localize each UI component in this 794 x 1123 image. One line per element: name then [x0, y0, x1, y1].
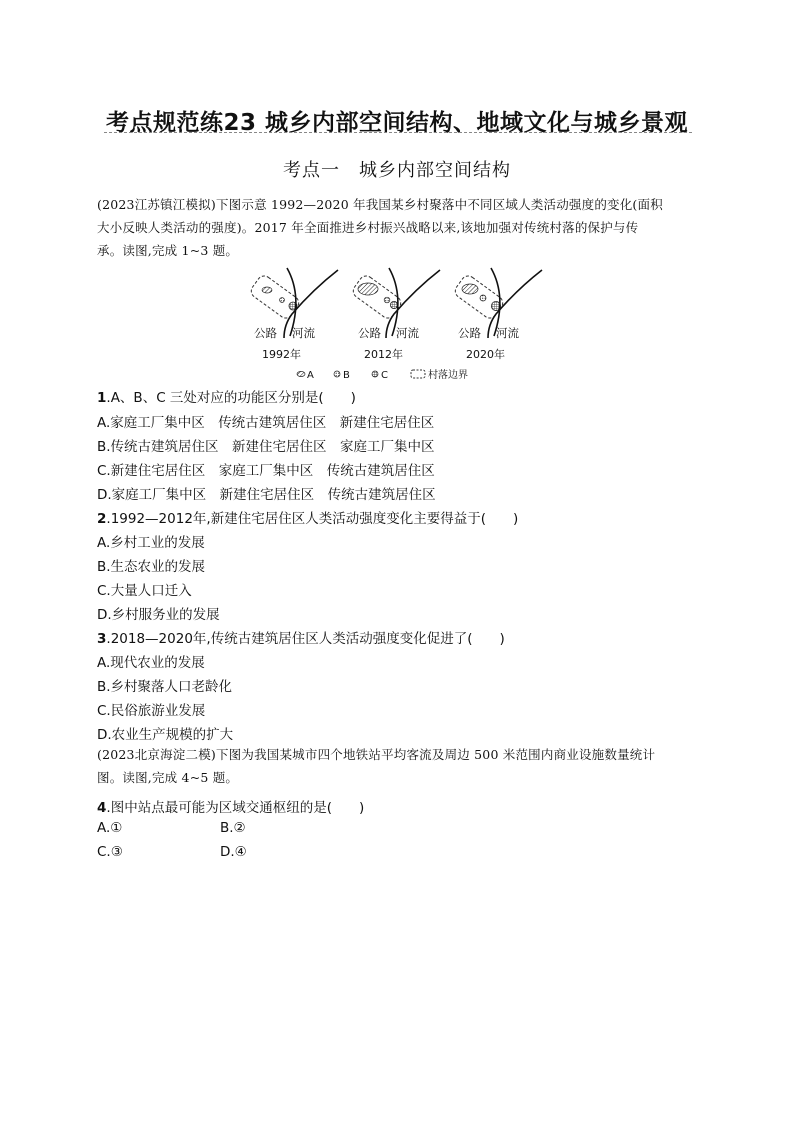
question-number: 4 [97, 800, 107, 816]
river-label: 河流 [496, 326, 519, 340]
figure-legend [297, 368, 468, 381]
option-4b[interactable]: B.② [220, 820, 246, 836]
option-1a[interactable]: A.家庭工厂集中区 传统古建筑居住区 新建住宅居住区 [97, 415, 435, 431]
legend-a-label: A [307, 370, 314, 381]
zone-a [262, 287, 272, 293]
question-4 [97, 796, 364, 816]
question-number: 2 [97, 511, 107, 527]
intro-line: 承。读图,完成 1~3 题。 [97, 243, 239, 258]
option-4d[interactable]: D.④ [220, 844, 247, 860]
section-heading: 考点一 城乡内部空间结构 [283, 160, 511, 181]
option-4a[interactable]: A.① [97, 820, 123, 836]
intro-line: (2023江苏镇江模拟)下图示意 1992—2020 年我国某乡村聚落中不同区域人类活动强度的变化(面积 [97, 197, 663, 212]
legend-b-symbol [334, 371, 340, 377]
village-activity-figure [240, 262, 560, 388]
option-2c[interactable]: C.大量人口迁入 [97, 583, 192, 599]
river-label: 河流 [292, 326, 315, 340]
option-1b[interactable]: B.传统古建筑居住区 新建住宅居住区 家庭工厂集中区 [97, 439, 435, 455]
year-label: 1992年 [262, 348, 301, 361]
road-label: 公路 [458, 326, 481, 340]
option-3b[interactable]: B.乡村聚落人口老龄化 [97, 679, 233, 695]
intro-passage-2 [97, 743, 697, 789]
intro-passage-1 [97, 193, 697, 262]
question-3 [97, 627, 505, 647]
village-boundary [453, 273, 506, 321]
road-label: 公路 [254, 326, 277, 340]
option-3c[interactable]: C.民俗旅游业发展 [97, 703, 206, 719]
page-title: 考点规范练23 城乡内部空间结构、地域文化与城乡景观 [105, 110, 688, 136]
legend-boundary-symbol [411, 370, 425, 378]
option-2a[interactable]: A.乡村工业的发展 [97, 535, 205, 551]
option-4c[interactable]: C.③ [97, 844, 123, 860]
year-label: 2020年 [466, 348, 505, 361]
question-text: .2018—2020年,传统古建筑居住区人类活动强度变化促进了( ) [106, 631, 505, 647]
option-3d[interactable]: D.农业生产规模的扩大 [97, 727, 234, 743]
option-1c[interactable]: C.新建住宅居住区 家庭工厂集中区 传统古建筑居住区 [97, 463, 435, 479]
legend-a-symbol [297, 371, 305, 376]
zone-b [384, 297, 390, 303]
intro-line: (2023北京海淀二模)下图为我国某城市四个地铁站平均客流及周边 500 米范围内商业设施数量统计 [97, 747, 656, 762]
question-number: 1 [97, 390, 107, 406]
zone-a [462, 284, 478, 294]
title-underline [104, 132, 692, 133]
zone-c [390, 301, 397, 308]
legend-b-label: B [343, 370, 350, 381]
panel-2020 [453, 268, 542, 361]
year-label: 2012年 [364, 348, 403, 361]
intro-line: 图。读图,完成 4~5 题。 [97, 770, 239, 785]
option-1d[interactable]: D.家庭工厂集中区 新建住宅居住区 传统古建筑居住区 [97, 487, 436, 503]
legend-c-label: C [381, 370, 388, 381]
zone-b [280, 298, 285, 303]
road-label: 公路 [358, 326, 381, 340]
zone-b [480, 295, 486, 301]
river-label: 河流 [396, 326, 419, 340]
intro-line: 大小反映人类活动的强度)。2017 年全面推进乡村振兴战略以来,该地加强对传统村落的保护与传 [97, 220, 639, 235]
village-boundary [351, 273, 404, 321]
question-text: .1992—2012年,新建住宅居住区人类活动强度变化主要得益于( ) [106, 511, 519, 527]
option-2b[interactable]: B.生态农业的发展 [97, 559, 206, 575]
village-boundary [249, 273, 302, 321]
panel-1992 [249, 268, 338, 361]
option-3a[interactable]: A.现代农业的发展 [97, 655, 205, 671]
question-number: 3 [97, 631, 107, 647]
question-text: .A、B、C 三处对应的功能区分别是( ) [106, 390, 356, 406]
legend-boundary-label: 村落边界 [428, 370, 468, 381]
legend-c-symbol [372, 371, 378, 377]
question-1 [97, 386, 356, 406]
panel-2012 [351, 268, 440, 361]
question-text: .图中站点最可能为区域交通枢纽的是( ) [106, 800, 365, 816]
question-2 [97, 507, 518, 527]
zone-a [358, 283, 378, 295]
option-2d[interactable]: D.乡村服务业的发展 [97, 607, 220, 623]
